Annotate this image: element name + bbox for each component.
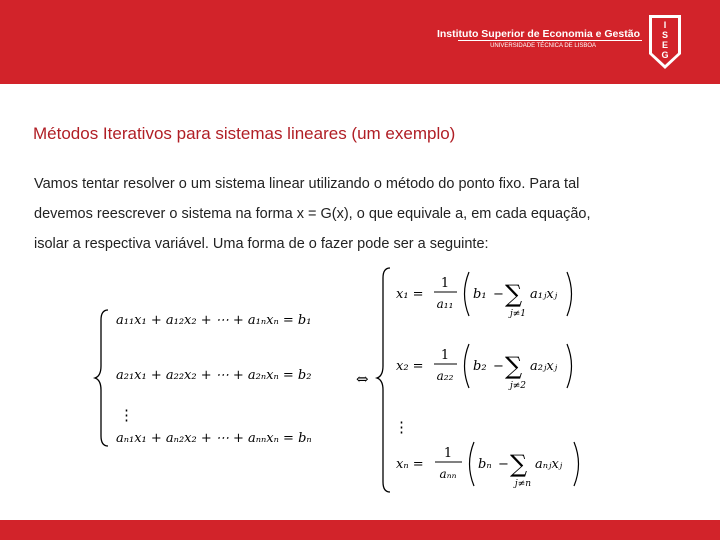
institution-name: Instituto Superior de Economia e Gestão — [436, 28, 640, 40]
fp-row-2-sub: j≠2 — [509, 381, 527, 391]
paragraph-line-1: Vamos tentar resolver o um sistema linear utilizando o método do ponto fixo. Para tal — [34, 176, 580, 192]
logo-letter-s: S — [661, 30, 669, 40]
paragraph-line-2: devemos reescrever o sistema na forma x = G(x), o que equivale a, em cada equação, — [34, 206, 591, 222]
equivalence-symbol: ⇔ — [356, 370, 369, 388]
header-divider — [458, 40, 642, 41]
fp-row-n-den: aₙₙ — [439, 467, 457, 481]
footer-bar — [0, 520, 720, 540]
fp-row-2-sum: ∑ — [505, 352, 523, 380]
logo-letter-i: I — [663, 20, 667, 30]
logo-letter-g: G — [661, 50, 669, 60]
fp-row-2-lhs: x₂ = — [396, 359, 424, 374]
logo-letter-e: E — [661, 40, 669, 50]
svg-text:−: − — [493, 359, 504, 374]
svg-text:−: − — [498, 457, 509, 472]
equations-figure — [0, 260, 720, 500]
system-row-1: a₁₁x₁ + a₁₂x₂ + ⋯ + a₁ₙxₙ = b₁ — [116, 313, 312, 328]
fp-row-n-sub: j≠n — [514, 479, 532, 489]
fp-row-n-num: 1 — [443, 446, 453, 461]
fp-row-n-sum: ∑ — [510, 450, 528, 478]
fp-row-2-num: 1 — [440, 348, 450, 363]
fp-row-n-b: bₙ — [478, 457, 492, 472]
fp-row-1-den: a₁₁ — [436, 297, 454, 311]
right-system-brace — [377, 268, 390, 492]
fp-row-1-sum: ∑ — [505, 280, 523, 308]
fp-row-n-lhs: xₙ = — [396, 457, 424, 472]
iseg-shield-logo — [648, 14, 682, 70]
header-bar — [0, 0, 720, 84]
fp-row-1-b: b₁ — [473, 287, 487, 302]
left-system-brace — [95, 310, 108, 446]
paragraph-line-3: isolar a respectiva variável. Uma forma de o fazer pode ser a seguinte: — [34, 236, 489, 252]
system-vdots: ⋮ — [119, 406, 134, 424]
university-name: UNIVERSIDADE TÉCNICA DE LISBOA — [490, 43, 596, 49]
fp-vdots: ⋮ — [394, 418, 409, 436]
fp-row-2-den: a₂₂ — [436, 369, 454, 383]
system-row-3: aₙ₁x₁ + aₙ₂x₂ + ⋯ + aₙₙxₙ = bₙ — [116, 431, 312, 446]
svg-text:−: − — [493, 287, 504, 302]
fp-row-1-num: 1 — [440, 276, 450, 291]
slide-title: Métodos Iterativos para sistemas lineares (um exemplo) — [33, 124, 456, 143]
system-row-2: a₂₁x₁ + a₂₂x₂ + ⋯ + a₂ₙxₙ = b₂ — [116, 368, 312, 383]
fp-row-2-term: a₂ⱼxⱼ — [530, 359, 558, 374]
fp-row-1-term: a₁ⱼxⱼ — [530, 287, 558, 302]
fp-row-2-b: b₂ — [473, 359, 487, 374]
fp-row-1-sub: j≠1 — [509, 309, 527, 319]
fp-row-1-lhs: x₁ = — [396, 287, 424, 302]
fp-row-n-term: aₙⱼxⱼ — [535, 457, 563, 472]
